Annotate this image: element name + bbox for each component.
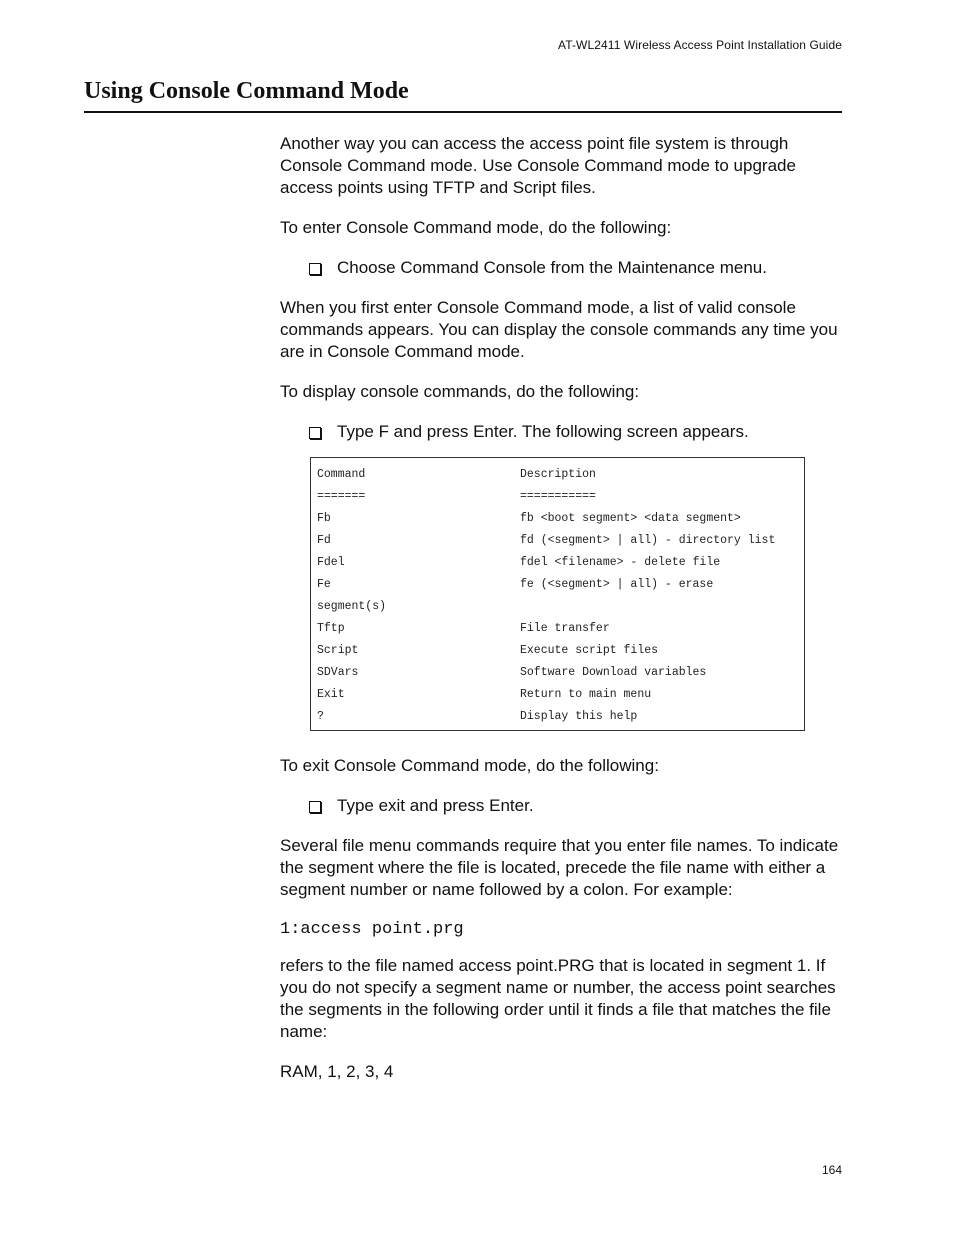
command-cell: Script: [317, 644, 359, 657]
command-cell: =======: [317, 490, 366, 503]
checkbox-bullet-icon: [309, 801, 321, 813]
command-cell: Tftp: [317, 622, 345, 635]
description-cell: fdel <filename> - delete file: [520, 556, 721, 569]
table-row: [317, 530, 804, 552]
description-cell: fd (<segment> | all) - directory list: [520, 534, 776, 547]
search-order-paragraph: RAM, 1, 2, 3, 4: [280, 1062, 394, 1081]
table-row: [317, 684, 804, 706]
list-info-paragraph: When you first enter Console Command mode, a list of valid console commands appears. You can display the console commands any time you are in Console Command mode.: [280, 298, 838, 361]
description-cell: ===========: [520, 490, 596, 503]
intro-paragraph: Another way you can access the access point file system is through Console Command mode. Use Console Command mode to upgrade access points using TFTP and Script files.: [280, 134, 796, 197]
command-cell: Fe: [317, 578, 331, 591]
refers-paragraph: refers to the file named access point.PRG that is located in segment 1. If you do not specify a segment name or number, the access point searches the segments in the following order until it finds a file that matches the file name:: [280, 956, 836, 1041]
command-cell: Command: [317, 468, 366, 481]
description-cell: Software Download variables: [520, 666, 707, 679]
command-cell: Fdel: [317, 556, 345, 569]
description-cell: fb <boot segment> <data segment>: [520, 512, 741, 525]
display-step: [308, 421, 840, 443]
command-cell: SDVars: [317, 666, 359, 679]
enter-step-text: Choose Command Console from the Maintenance menu.: [337, 258, 767, 277]
description-cell: Display this help: [520, 710, 638, 723]
command-cell: Fd: [317, 534, 331, 547]
table-row: [317, 706, 804, 728]
table-row: [317, 552, 804, 574]
command-cell: Exit: [317, 688, 345, 701]
body-content: [280, 133, 840, 1101]
console-command-table: [317, 464, 804, 728]
example-code: 1:access point.prg: [280, 920, 464, 939]
table-row: [317, 464, 804, 486]
table-row: [317, 596, 804, 618]
command-cell: Fb: [317, 512, 331, 525]
section-title: Using Console Command Mode: [84, 78, 842, 113]
command-cell: segment(s): [317, 600, 387, 613]
checkbox-bullet-icon: [309, 427, 321, 439]
description-cell: Return to main menu: [520, 688, 652, 701]
display-step-text: Type F and press Enter. The following screen appears.: [337, 422, 749, 441]
description-cell: Execute script files: [520, 644, 659, 657]
console-command-listing: [310, 457, 805, 731]
enter-step: [308, 257, 840, 279]
exit-step-text: Type exit and press Enter.: [337, 796, 534, 815]
table-row: [317, 662, 804, 684]
table-row: [317, 640, 804, 662]
exit-lead-paragraph: To exit Console Command mode, do the following:: [280, 756, 659, 775]
table-row: [317, 508, 804, 530]
description-cell: File transfer: [520, 622, 610, 635]
description-cell: [520, 596, 804, 618]
display-lead-paragraph: To display console commands, do the following:: [280, 382, 640, 401]
exit-step: [308, 795, 840, 817]
enter-lead-paragraph: To enter Console Command mode, do the following:: [280, 218, 672, 237]
table-row: [317, 574, 804, 596]
checkbox-bullet-icon: [309, 263, 321, 275]
description-cell: fe (<segment> | all) - erase: [520, 578, 714, 591]
running-header: AT-WL2411 Wireless Access Point Installation Guide: [557, 38, 842, 52]
table-row: [317, 486, 804, 508]
description-cell: Description: [520, 468, 596, 481]
command-cell: ?: [317, 710, 324, 723]
table-row: [317, 618, 804, 640]
filenames-paragraph: Several file menu commands require that you enter file names. To indicate the segment where the file is located, precede the file name with either a segment number or name followed by a colon. For example:: [280, 836, 839, 899]
page-number: 164: [821, 1163, 842, 1177]
